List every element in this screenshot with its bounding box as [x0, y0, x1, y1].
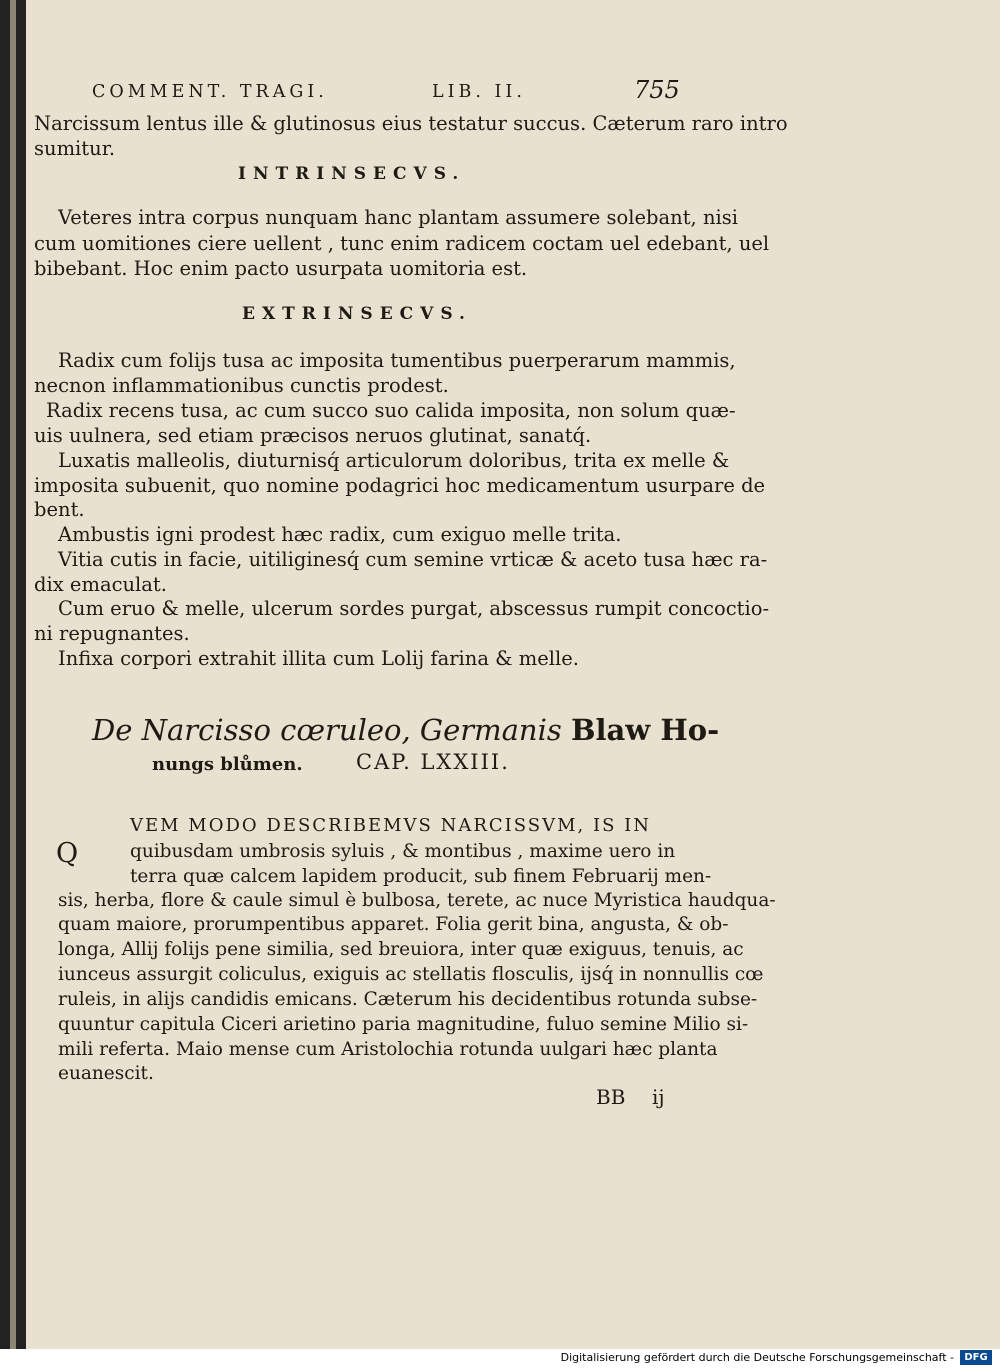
text-line: Infixa corpori extrahit illita cum Lolij farina & melle.	[58, 647, 579, 670]
text-line: quam maiore, prorumpentibus apparet. Folia gerit bina, angusta, & ob-	[58, 914, 729, 935]
text-line: cum uomitiones ciere uellent , tunc enim radicem coctam uel edebant, uel	[34, 232, 770, 255]
signature-mark: BB	[596, 1085, 626, 1109]
text-line: Radix recens tusa, ac cum succo suo calida imposita, non solum quæ-	[46, 399, 736, 422]
running-title: COMMENT. TRAGI.	[92, 82, 328, 102]
dfg-logo: DFG	[960, 1350, 992, 1365]
text-line: ni repugnantes.	[34, 622, 190, 645]
book-number: LIB. II.	[432, 82, 526, 102]
text-line: Luxatis malleolis, diuturnisq́ articulorum doloribus, trita ex melle &	[58, 449, 730, 472]
text-line: dix emaculat.	[34, 573, 167, 596]
section-heading-extrinsecus: EXTRINSECVS.	[242, 304, 472, 324]
text-line: Narcissum lentus ille & glutinosus eius testatur succus. Cæterum raro intro	[34, 112, 788, 135]
page-binding-edge	[0, 0, 26, 1349]
section-heading-intrinsecus: INTRINSECVS.	[238, 164, 466, 184]
chapter-title	[92, 713, 719, 747]
text-line: terra quæ calcem lapidem producit, sub finem Februarij men-	[130, 866, 712, 887]
text-line: quuntur capitula Ciceri arietino paria magnitudine, fuluo semine Milio si-	[58, 1014, 749, 1035]
drop-cap: Q	[56, 838, 79, 869]
chapter-number: CAP. LXXIII.	[356, 750, 510, 774]
text-line: euanescit.	[58, 1063, 154, 1084]
text-line: Ambustis igni prodest hæc radix, cum exiguo melle trita.	[58, 523, 622, 546]
text-line: bent.	[34, 498, 85, 521]
text-line: Cum eruo & melle, ulcerum sordes purgat, abscessus rumpit concoctio-	[58, 597, 770, 620]
chapter-title-german-cont: nungs blůmen.	[152, 754, 303, 775]
chapter-title-italic: De Narcisso cœruleo, Germanis	[92, 713, 562, 747]
text-line: quibusdam umbrosis syluis , & montibus , maxime uero in	[130, 841, 676, 862]
text-line: sis, herba, flore & caule simul è bulbosa, terete, ac nuce Myristica haudqua-	[58, 890, 776, 911]
text-line: necnon inflammationibus cunctis prodest.	[34, 374, 449, 397]
text-line: Veteres intra corpus nunquam hanc plantam assumere solebant, nisi	[58, 206, 738, 229]
signature-number: ij	[652, 1085, 665, 1109]
text-line: Radix cum folijs tusa ac imposita tumentibus puerperarum mammis,	[58, 349, 736, 372]
chapter-first-line: VEM MODO DESCRIBEMVS NARCISSVM, IS IN	[130, 815, 652, 836]
text-line: imposita subuenit, quo nomine podagrici hoc medicamentum usurpare de	[34, 474, 766, 497]
text-line: mili referta. Maio mense cum Aristolochia rotunda uulgari hæc planta	[58, 1039, 718, 1060]
text-line: longa, Allij folijs pene similia, sed breuiora, inter quæ exiguus, tenuis, ac	[58, 939, 744, 960]
text-line: sumitur.	[34, 137, 116, 160]
chapter-title-german: Blaw Ho-	[570, 713, 720, 747]
text-line: ruleis, in alijs candidis emicans. Cæterum his decidentibus rotunda subse-	[58, 989, 758, 1010]
text-line: uis uulnera, sed etiam præcisos neruos glutinat, sanatq́.	[34, 424, 592, 447]
text-line: bibebant. Hoc enim pacto usurpata uomitoria est.	[34, 257, 528, 280]
text-line: Vitia cutis in facie, uitiliginesq́ cum semine vrticæ & aceto tusa hæc ra-	[58, 548, 768, 571]
footer-credit: Digitalisierung gefördert durch die Deutsche Forschungsgemeinschaft -	[560, 1351, 954, 1364]
text-line: iunceus assurgit coliculus, exiguis ac stellatis flosculis, ijsq́ in nonnullis cœ	[58, 964, 764, 985]
page-number: 755	[634, 76, 680, 104]
